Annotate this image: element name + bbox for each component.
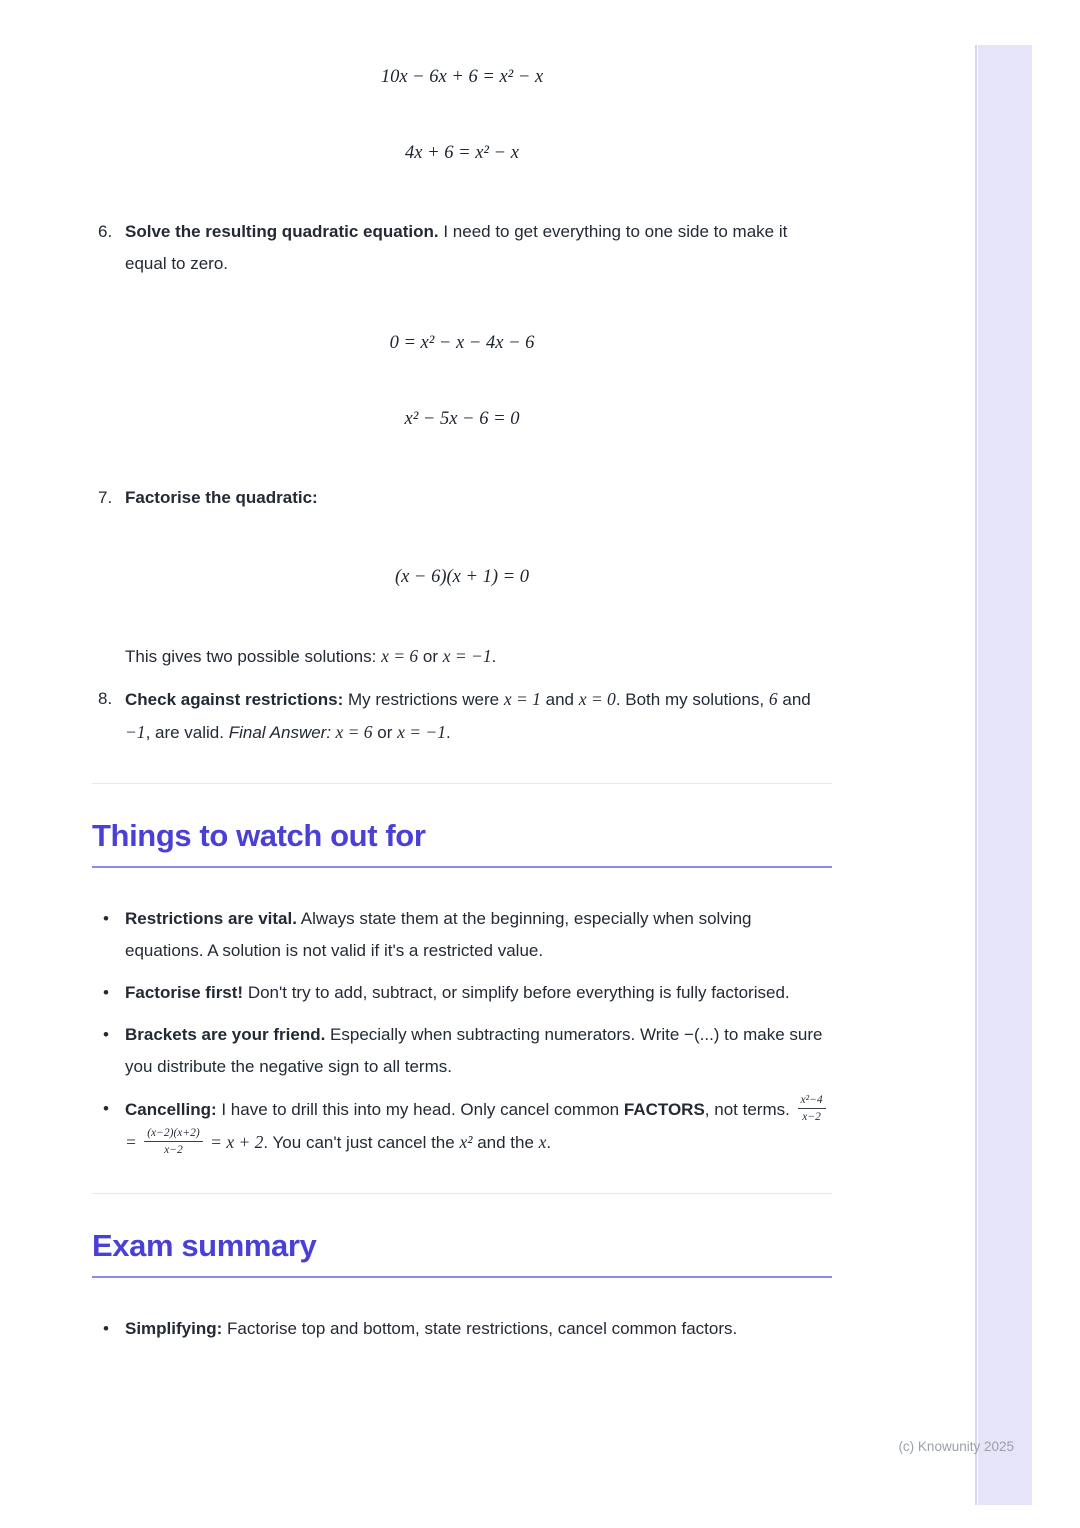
cancelling-text-1: I have to drill this into my head. Only cancel common <box>216 1100 624 1119</box>
ordered-list-item-8 <box>92 683 832 749</box>
section-divider <box>92 783 832 784</box>
solutions-note <box>92 640 832 673</box>
solutions-note-prefix: This gives two possible solutions: <box>125 647 382 666</box>
bullet-text: Don't try to add, subtract, or simplify before everything is fully factorised. <box>243 983 790 1002</box>
bullet-bold-label: Factorise first! <box>125 983 244 1002</box>
inline-math: x = 6 <box>331 722 373 742</box>
step-8-text-1: My restrictions were <box>343 690 504 709</box>
display-equation-3: 0 = x² − x − 4x − 6 <box>389 333 535 353</box>
list-item <box>92 903 832 967</box>
watch-out-list <box>92 892 832 1159</box>
fraction-denominator: x−2 <box>164 1144 183 1157</box>
equals-sign: = <box>125 1132 142 1152</box>
cancelling-text-4: and the <box>472 1133 539 1152</box>
list-number-7: 7. <box>98 488 113 507</box>
bullet-bold-label: Cancelling: <box>125 1100 217 1119</box>
display-equation-2: 4x + 6 = x² − x <box>405 143 519 163</box>
ordered-list-item-6 <box>92 216 832 280</box>
inline-math: x + 2 <box>226 1132 264 1152</box>
display-equation-4: x² − 5x − 6 = 0 <box>404 409 520 429</box>
inline-math: x = 0 <box>578 689 616 709</box>
step-6-bold-label: Solve the resulting quadratic equation. <box>125 222 439 241</box>
final-answer-label: Final Answer: <box>228 723 332 742</box>
bullet-text: Always state them at the beginning, especially when solving equations. A solution is not valid if it's a restricted value. <box>125 909 752 960</box>
step-8-text-3: . Both my solutions, <box>615 690 769 709</box>
inline-math: −1 <box>125 722 146 742</box>
solutions-note-suffix: . <box>491 647 497 666</box>
step-8-text-2: and <box>540 690 579 709</box>
bullet-bold-label: Restrictions are vital. <box>125 909 297 928</box>
list-item-cancelling <box>92 1093 832 1159</box>
fraction-denominator: x−2 <box>802 1111 821 1124</box>
section-divider <box>92 1193 832 1194</box>
step-8-text-5: , are valid. <box>145 723 229 742</box>
equals-sign: = <box>205 1132 227 1152</box>
step-7-bold-label: Factorise the quadratic: <box>125 488 318 507</box>
step-8-text-7: . <box>445 723 451 742</box>
solutions-note-mid: or <box>418 647 443 666</box>
section-title-watch-out: Things to watch out for <box>92 820 832 868</box>
scrollbar-strip[interactable] <box>978 45 1032 1505</box>
cancelling-text-5: . <box>546 1133 552 1152</box>
step-8-text-4: and <box>777 690 811 709</box>
factors-bold: FACTORS <box>623 1100 705 1119</box>
step-8-bold-label: Check against restrictions: <box>125 690 344 709</box>
exam-summary-list <box>92 1302 832 1345</box>
list-number-8: 8. <box>98 689 113 708</box>
bullet-bold-label: Simplifying: <box>125 1319 223 1338</box>
bullet-text: Factorise top and bottom, state restrictions, cancel common factors. <box>222 1319 738 1338</box>
list-item <box>92 1019 832 1083</box>
fraction <box>798 1094 826 1123</box>
scrollbar-track-line <box>975 45 977 1505</box>
display-equation-1: 10x − 6x + 6 = x² − x <box>380 67 544 87</box>
fraction <box>144 1127 203 1156</box>
bullet-text: Especially when subtracting numerators. Write −(...) to make sure you distribute the negative sign to all terms. <box>125 1025 823 1076</box>
display-equation-5: (x − 6)(x + 1) = 0 <box>394 567 530 587</box>
bullet-bold-label: Brackets are your friend. <box>125 1025 326 1044</box>
fraction-numerator: (x−2)(x+2) <box>144 1127 203 1142</box>
notes-content <box>92 0 832 1355</box>
ordered-list-item-7 <box>92 482 832 514</box>
cancelling-text-3: . You can't just cancel the <box>263 1133 460 1152</box>
inline-math: x = −1 <box>442 646 492 666</box>
inline-math: 6 <box>768 689 778 709</box>
cancelling-text-2: , not terms. <box>704 1100 795 1119</box>
section-title-exam-summary: Exam summary <box>92 1230 832 1278</box>
inline-math: x² <box>459 1132 473 1152</box>
copyright-footer: (c) Knowunity 2025 <box>898 1439 1014 1454</box>
fraction-numerator: x²−4 <box>798 1094 826 1109</box>
inline-math: x = 6 <box>381 646 419 666</box>
step-6-text: I need to get everything to one side to make it equal to zero. <box>125 222 788 273</box>
inline-math: x = 1 <box>503 689 541 709</box>
list-item <box>92 1313 832 1345</box>
inline-math: x <box>538 1132 547 1152</box>
step-8-text-6: or <box>372 723 398 742</box>
inline-math: x = −1 <box>397 722 446 742</box>
list-number-6: 6. <box>98 222 113 241</box>
list-item <box>92 977 832 1009</box>
